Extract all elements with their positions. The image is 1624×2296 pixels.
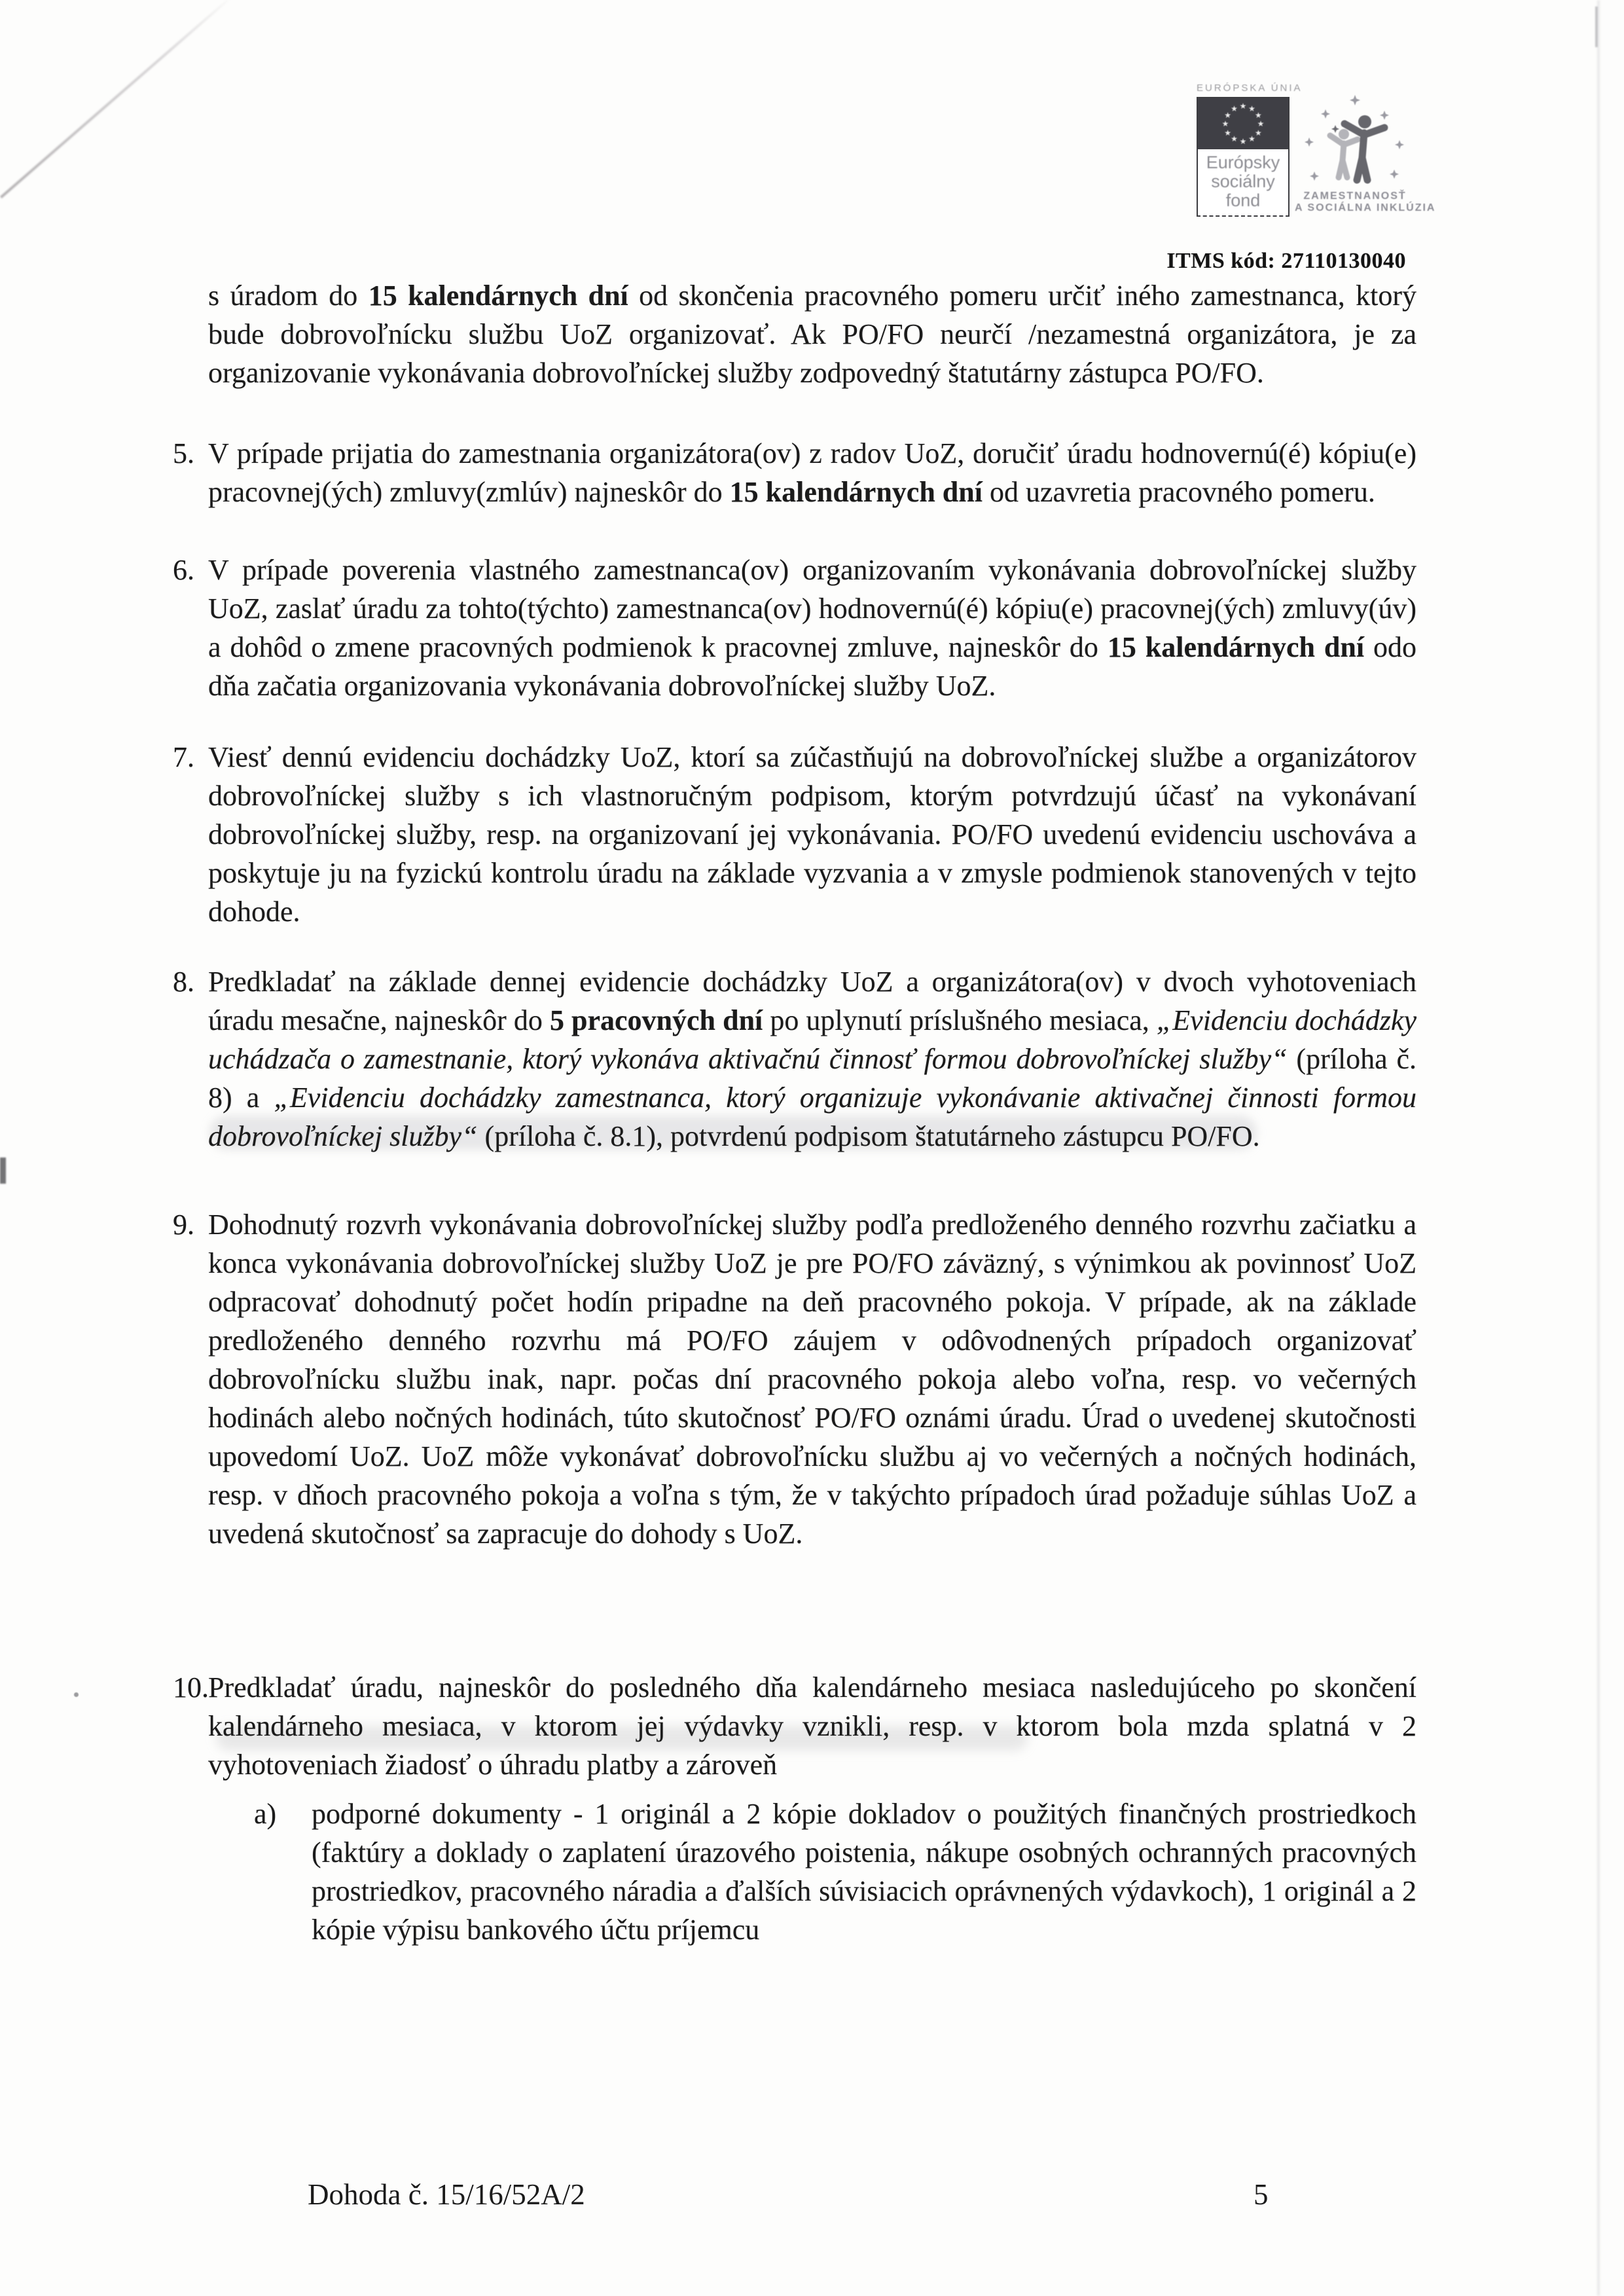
text-run: od uzavretia pracovného pomeru. xyxy=(982,476,1375,508)
scan-artifact-edge-top xyxy=(1595,7,1598,47)
text-run: odo dňa začatia organizovania vykonávania dobrovoľníckej služby UoZ. xyxy=(208,631,1416,702)
eu-flag-star-icon: ★ xyxy=(1239,101,1247,111)
eu-flag-star-icon: ★ xyxy=(1254,128,1262,137)
esf-logo-caption: EURÓPSKA ÚNIA xyxy=(1197,82,1303,94)
paragraph-text xyxy=(208,551,1416,705)
paragraph-number: 5. xyxy=(173,437,194,469)
footer-page-number: 5 xyxy=(1254,2178,1269,2211)
eu-flag-star-icon: ★ xyxy=(1248,103,1255,113)
eu-flag-star-icon: ★ xyxy=(1224,128,1231,137)
employment-logo-line1: ZAMESTNANOSŤ xyxy=(1303,191,1407,202)
itms-code: ITMS kód: 27110130040 xyxy=(1166,249,1406,273)
sub-item-text xyxy=(312,1795,1416,1949)
paragraph-6 xyxy=(173,551,1416,705)
esf-logo-text-line: fond xyxy=(1225,191,1261,210)
paragraph-number: 7. xyxy=(173,741,194,773)
eu-flag-star-icon: ★ xyxy=(1257,119,1265,128)
text-run: Dohodnutý rozvrh vykonávania dobrovoľníckej služby podľa predloženého denného rozvrhu začiatku a konca vykonávania dobrovoľníckej služby UoZ je pre PO/FO záväzný, s výnimkou ak povinnosť UoZ odpracovať dohodnutý počet hodín pripadne na deň pracovného pokoja. V prípade, ak na základe predloženého denného rozvrhu má PO/FO záujem v odôvodnených prípadoch organizovať dobrovoľnícku službu inak, napr. počas dní pracovného pokoja alebo voľna, resp. vo večerných hodinách alebo nočných hodinách, túto skutočnosť PO/FO oznámi úradu. Úrad o uvedenej skutočnosti upovedomí UoZ. UoZ môže vykonávať dobrovoľnícku službu aj vo večerných a nočných hodinách, resp. v dňoch pracovného pokoja a voľna s tým, že v takýchto prípadoch úrad požaduje súhlas UoZ a uvedená skutočnosť sa zapracuje do dohody s UoZ. xyxy=(208,1209,1416,1550)
paragraph-text xyxy=(208,434,1416,511)
eu-flag-icon xyxy=(1198,98,1288,149)
employment-figures-icon xyxy=(1296,87,1414,191)
eu-flag-star-icon: ★ xyxy=(1239,137,1247,146)
esf-logo-text-line: Európsky xyxy=(1206,153,1280,172)
bold-run: 15 kalendárnych dní xyxy=(1107,631,1365,663)
employment-logo xyxy=(1295,87,1436,214)
eu-flag-star-icon: ★ xyxy=(1224,110,1231,120)
esf-logo-box xyxy=(1197,97,1290,217)
scan-artifact-left-dash xyxy=(0,1157,6,1184)
esf-logo xyxy=(1197,82,1303,217)
italic-run: „Evidenciu dochádzky uchádzača o zamestnanie, ktorý vykonáva aktivačnú činnosť formou dobrovoľníckej služby“ xyxy=(208,1004,1416,1075)
paragraph-text xyxy=(208,276,1416,392)
paragraph-7 xyxy=(173,738,1416,931)
text-run: Viesť dennú evidenciu dochádzky UoZ, ktorí sa zúčastňujú na dobrovoľníckej službe a organizátorov dobrovoľníckej služby s ich vlastnoručným podpisom, ktorým potvrdzujú účasť na vykonávaní dobrovoľníckej služby, resp. na organizovaní jej vykonávania. PO/FO uvedenú evidenciu uschováva a poskytuje ju na fyzickú kontrolu úradu na základe vyzvania a v zmysle podmienok stanovených v tejto dohode. xyxy=(208,741,1416,928)
sub-item-a xyxy=(254,1795,1416,1949)
body-paragraphs xyxy=(173,276,1416,1949)
eu-flag-star-icon: ★ xyxy=(1231,134,1238,144)
text-run: po uplynutí príslušného mesiaca, xyxy=(763,1004,1157,1036)
esf-logo-text-line: sociálny xyxy=(1211,172,1275,191)
text-run: Predkladať úradu, najneskôr do posledného dňa kalendárneho mesiaca nasledujúceho po skončení kalendárneho mesiaca, v ktorom jej výdavky vznikli, resp. v ktorom bola mzda splatná v 2 vyhotoveniach žiadosť o úhradu platby a zároveň xyxy=(208,1671,1416,1781)
eu-flag-star-icon: ★ xyxy=(1254,110,1262,120)
text-run: (príloha č. 8) a xyxy=(208,1043,1417,1114)
bold-run: 5 pracovných dní xyxy=(549,1004,763,1036)
paragraph-number: 10. xyxy=(173,1671,209,1704)
paragraph-text xyxy=(208,1205,1416,1553)
text-run: podporné dokumenty - 1 originál a 2 kópie dokladov o použitých finančných prostriedkoch (faktúry a doklady o zaplatení úrazového poistenia, nákupe osobných ochranných pracovných prostriedkov, pracovného náradia a ďalších súvisiacich oprávnených výdavkoch), 1 originál a 2 kópie výpisu bankového účtu príjemcu xyxy=(312,1798,1416,1946)
paragraph-number: 9. xyxy=(173,1209,194,1241)
scan-artifact-diagonal-line xyxy=(0,0,234,198)
paragraph-text xyxy=(208,738,1416,931)
eu-flag-star-icon: ★ xyxy=(1248,134,1255,144)
esf-logo-text xyxy=(1198,149,1288,215)
text-run: V prípade poverenia vlastného zamestnanca(ov) organizovaním vykonávania dobrovoľníckej služby UoZ, zaslať úradu za tohto(týchto) zamestnanca(ov) hodnovernú(é) kópiu(e) pracovnej(ých) zmluvy(úv) a dohôd o zmene pracovných podmienok k pracovnej zmluve, najneskôr do xyxy=(208,554,1416,663)
paragraph-9 xyxy=(173,1205,1416,1553)
paragraph-5 xyxy=(173,434,1416,511)
scan-artifact-edge-right xyxy=(1597,0,1600,2296)
bold-run: 15 kalendárnych dní xyxy=(368,280,628,312)
text-run: (príloha č. 8.1), potvrdenú podpisom štatutárneho zástupcu PO/FO. xyxy=(477,1120,1260,1152)
bold-run: 15 kalendárnych dní xyxy=(729,476,983,508)
text-run: s úradom do xyxy=(208,280,369,312)
eu-flag-star-icon: ★ xyxy=(1231,103,1238,113)
italic-run: „Evidenciu dochádzky zamestnanca, ktorý organizuje vykonávanie aktivačnej činnosti formou dobrovoľníckej služby“ xyxy=(208,1082,1417,1152)
paragraph-8 xyxy=(173,962,1416,1156)
text-run: Predkladať na základe dennej evidencie dochádzky UoZ a organizátora(ov) v dvoch vyhotoveniach úradu mesačne, najneskôr do xyxy=(208,966,1416,1036)
footer-doc-ref: Dohoda č. 15/16/52A/2 xyxy=(308,2178,585,2211)
paragraph-number: 8. xyxy=(173,966,194,998)
paragraph-text xyxy=(208,1668,1416,1784)
sub-item-marker: a) xyxy=(254,1798,277,1830)
paragraph-10 xyxy=(173,1668,1416,1949)
employment-logo-line2: A SOCIÁLNA INKLÚZIA xyxy=(1295,202,1436,213)
eu-flag-star-icon: ★ xyxy=(1221,119,1229,128)
scan-artifact-dot xyxy=(74,1692,79,1697)
text-run: od skončenia pracovného pomeru určiť iného zamestnanca, ktorý bude dobrovoľnícku službu UoZ organizovať. Ak PO/FO neurčí /nezamestná organizátora, je za organizovanie vykonávania dobrovoľníckej služby zodpovedný štatutárny zástupca PO/FO. xyxy=(208,280,1417,389)
paragraph-number: 6. xyxy=(173,554,194,586)
text-run: V prípade prijatia do zamestnania organizátora(ov) z radov UoZ, doručiť úradu hodnovernú(é) kópiu(e) pracovnej(ých) zmluvy(zmlúv) najneskôr do xyxy=(208,437,1416,508)
paragraph-continuation xyxy=(173,276,1416,392)
paragraph-text xyxy=(208,962,1416,1156)
